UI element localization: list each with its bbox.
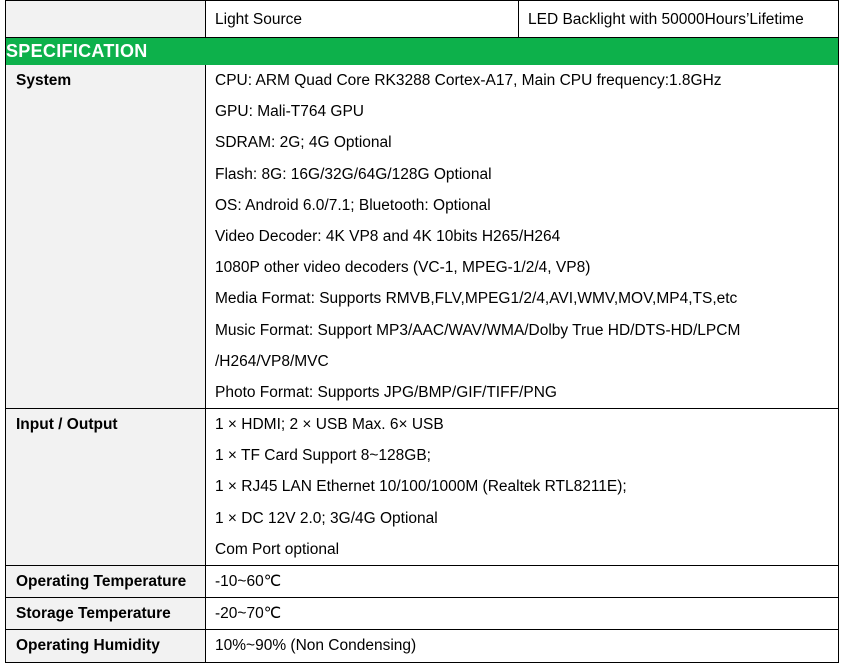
light-source-value: LED Backlight with 50000Hours’Lifetime [528, 11, 804, 28]
row-label: Storage Temperature [6, 598, 206, 629]
row-values [206, 630, 838, 661]
value-line: -10~60℃ [215, 573, 282, 590]
value-line: CPU: ARM Quad Core RK3288 Cortex-A17, Main CPU frequency:1.8GHz [215, 72, 722, 89]
value-line: Video Decoder: 4K VP8 and 4K 10bits H265/H264 [215, 227, 561, 245]
row-label: Operating Humidity [6, 630, 206, 661]
spec-row-input-output [5, 409, 839, 566]
row-values [206, 65, 838, 408]
section-header: SPECIFICATION [5, 38, 839, 65]
row-label: System [6, 65, 206, 408]
value-line: Music Format: Support MP3/AAC/WAV/WMA/Dolby True HD/DTS-HD/LPCM [215, 321, 741, 339]
spec-row-operating-temperature [5, 566, 839, 598]
spec-row-storage-temperature [5, 598, 839, 630]
value-line: Media Format: Supports RMVB,FLV,MPEG1/2/4,AVI,WMV,MOV,MP4,TS,etc [215, 290, 738, 308]
value-line: SDRAM: 2G; 4G Optional [215, 134, 392, 152]
spec-table [5, 0, 839, 663]
value-line: GPU: Mali-T764 GPU [215, 103, 365, 121]
light-source-label: Light Source [206, 1, 519, 37]
value-line: 1 × HDMI; 2 × USB Max. 6× USB [215, 416, 444, 434]
light-source-row [5, 0, 839, 38]
spec-row-system [5, 65, 839, 409]
value-line: OS: Android 6.0/7.1; Bluetooth: Optional [215, 196, 491, 214]
row-label: Operating Temperature [6, 566, 206, 597]
value-line: 1 × DC 12V 2.0; 3G/4G Optional [215, 509, 438, 527]
value-line: -20~70℃ [215, 605, 282, 623]
blank-label-cell [6, 1, 206, 37]
value-line: 1 × RJ45 LAN Ethernet 10/100/1000M (Realtek RTL8211E); [215, 478, 627, 496]
spec-row-operating-humidity [5, 630, 839, 662]
value-line: Com Port optional [215, 540, 340, 558]
value-line: Photo Format: Supports JPG/BMP/GIF/TIFF/PNG [215, 383, 557, 401]
row-values [206, 598, 838, 629]
row-values [206, 566, 838, 597]
value-line: 1 × TF Card Support 8~128GB; [215, 447, 431, 465]
value-line: 10%~90% (Non Condensing) [215, 637, 417, 655]
row-values [206, 409, 838, 565]
value-line: 1080P other video decoders (VC-1, MPEG-1/2/4, VP8) [215, 259, 591, 277]
value-line: Flash: 8G: 16G/32G/64G/128G Optional [215, 165, 492, 183]
value-line: /H264/VP8/MVC [215, 352, 329, 370]
row-label: Input / Output [6, 409, 206, 565]
